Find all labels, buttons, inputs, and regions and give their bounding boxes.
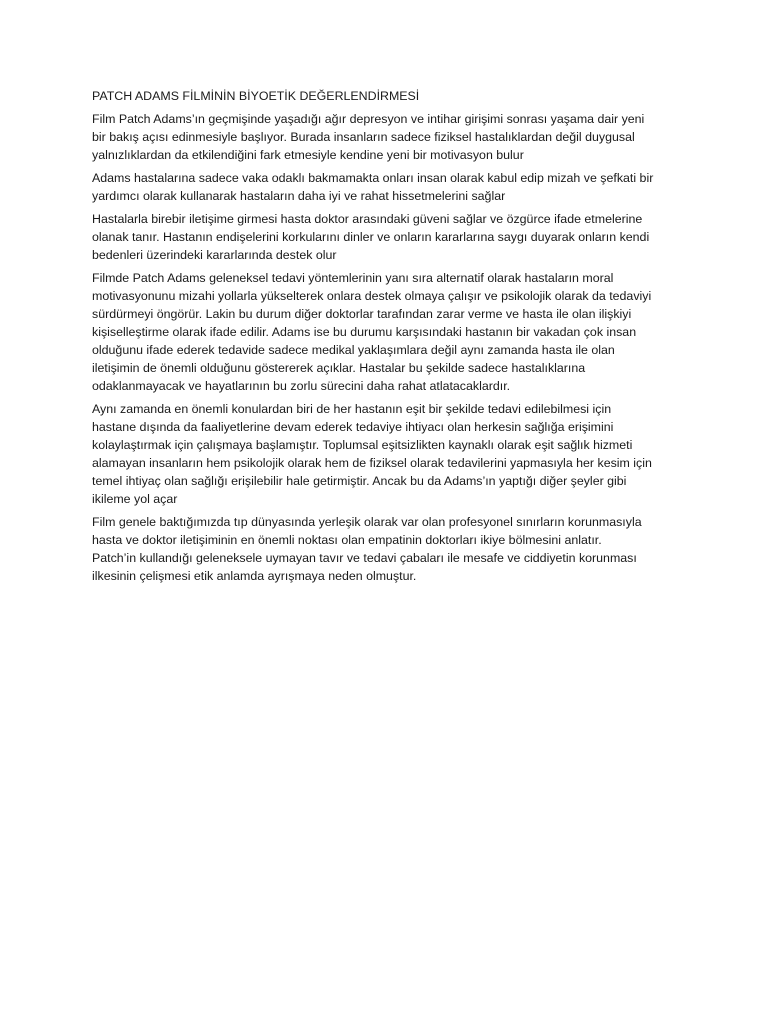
paragraph-line: ikileme yol açar bbox=[92, 492, 178, 506]
paragraph-line: bir bakış açısı edinmesiyle başlıyor. Burada insanların sadece fiziksel hastalıklardan değil duygusal bbox=[92, 130, 635, 144]
paragraph-4 bbox=[92, 269, 682, 395]
paragraph-3 bbox=[92, 210, 682, 264]
paragraph-line: alamayan insanların hem psikolojik olarak hem de fiziksel olarak tedavilerini yapmasıyla her kesim için bbox=[92, 456, 652, 470]
paragraph-line: ilkesinin çelişmesi etik anlamda ayrışmaya neden olmuştur. bbox=[92, 569, 417, 583]
document-body bbox=[92, 87, 682, 590]
paragraph-line: temel ihtiyaç olan sağlığı erişilebilir hale getirmiştir. Ancak bu da Adams’ın yaptığı diğer şeyler gibi bbox=[92, 474, 627, 488]
paragraph-line: Aynı zamanda en önemli konulardan biri de her hastanın eşit bir şekilde tedavi edilebilmesi için bbox=[92, 402, 612, 416]
paragraph-line: olanak tanır. Hastanın endişelerini korkularını dinler ve onların kararlarına saygı duyarak onların kendi bbox=[92, 230, 650, 244]
document-title: PATCH ADAMS FİLMİNİN BİYOETİK DEĞERLENDİRMESİ bbox=[92, 89, 420, 103]
paragraph-line: hastane dışında da faaliyetlerine devam ederek tedaviye ihtiyacı olan herkesin sağlığa erişimini bbox=[92, 420, 614, 434]
paragraph-line: iletişimin de önemli olduğunu göstererek açıklar. Hastalar bu şekilde sadece hastalıklarına bbox=[92, 361, 586, 375]
paragraph-line: Patch’in kullandığı geleneksele uymayan tavır ve tedavi çabaları ile mesafe ve ciddiyetin korunması bbox=[92, 551, 637, 565]
paragraph-line: bedenleri üzerindeki kararlarında destek olur bbox=[92, 248, 337, 262]
paragraph-line: Film Patch Adams’ın geçmişinde yaşadığı ağır depresyon ve intihar girişimi sonrası yaşama dair yeni bbox=[92, 112, 645, 126]
paragraph-line: Filmde Patch Adams geleneksel tedavi yöntemlerinin yanı sıra alternatif olarak hastaların moral bbox=[92, 271, 614, 285]
paragraph-line: kişiselleştirme olarak ifade edilir. Adams ise bu durumu karşısındaki hastanın bir vakadan çok insan bbox=[92, 325, 637, 339]
paragraph-line: motivasyonunu mizahi yollarla yükselterek onlara destek olmaya çalışır ve psikolojik olarak da tedaviyi bbox=[92, 289, 652, 303]
paragraph-line: odaklanmayacak ve hayatlarının bu zorlu sürecini daha rahat atlatacaklardır. bbox=[92, 379, 511, 393]
paragraph-line: Adams hastalarına sadece vaka odaklı bakmamakta onları insan olarak kabul edip mizah ve şefkati bir bbox=[92, 171, 654, 185]
paragraph-line: Film genele baktığımızda tıp dünyasında yerleşik olarak var olan profesyonel sınırların korunmasıyla bbox=[92, 515, 642, 529]
paragraph-1 bbox=[92, 110, 682, 164]
paragraph-2 bbox=[92, 169, 682, 205]
paragraph-line: olduğunu ifade ederek tedavide sadece medikal yaklaşımlara değil aynı zamanda hasta ile olan bbox=[92, 343, 615, 357]
paragraph-line: sürdürmeyi öngörür. Lakin bu durum diğer doktorlar tarafından zarar verme ve hasta ile olan ilişkiyi bbox=[92, 307, 632, 321]
paragraph-line: hasta ve doktor iletişiminin en önemli noktası olan empatinin doktorları ikiye bölmesini anlatır. bbox=[92, 533, 602, 547]
paragraph-line: Hastalarla birebir iletişime girmesi hasta doktor arasındaki güveni sağlar ve özgürce ifade etmelerine bbox=[92, 212, 643, 226]
paragraph-line: yardımcı olarak kullanarak hastaların daha iyi ve rahat hissetmelerini sağlar bbox=[92, 189, 506, 203]
paragraph-6 bbox=[92, 513, 682, 585]
paragraph-line: yalnızlıklardan da etkilendiğini fark etmesiyle kendine yeni bir motivasyon bulur bbox=[92, 148, 524, 162]
paragraph-line: kolaylaştırmak için çalışmaya başlamıştır. Toplumsal eşitsizlikten kaynaklı olarak eşit sağlık hizmeti bbox=[92, 438, 633, 452]
paragraph-5 bbox=[92, 400, 682, 508]
